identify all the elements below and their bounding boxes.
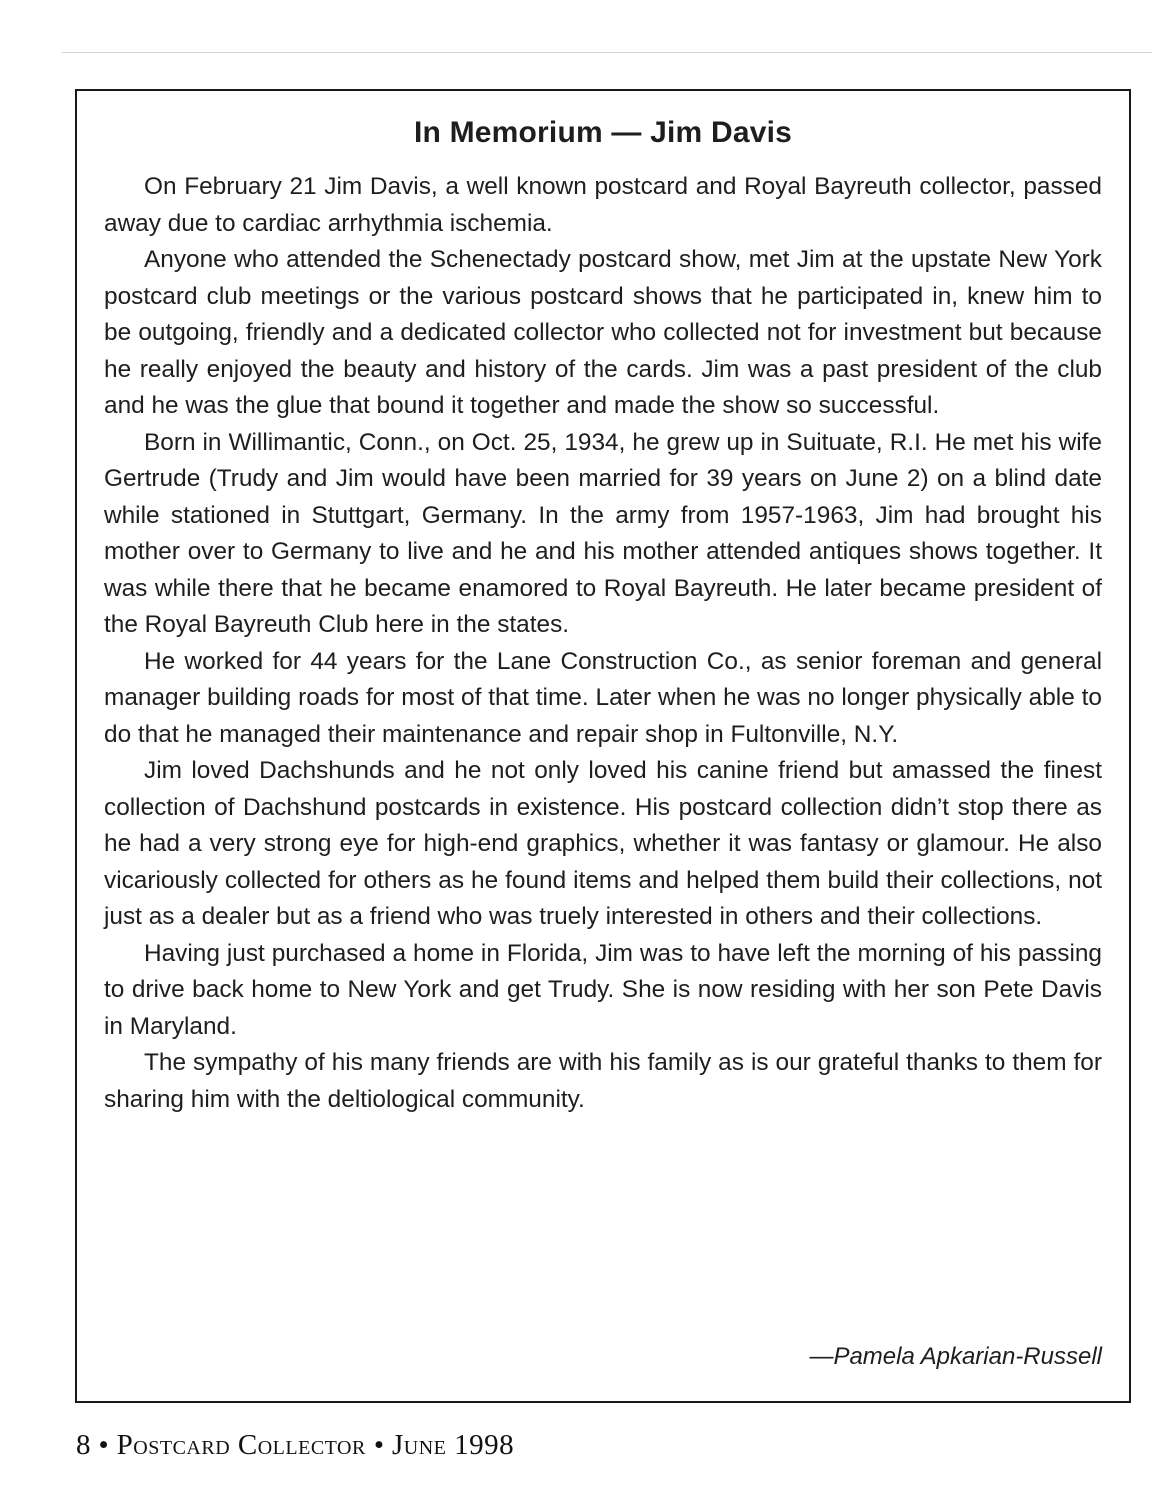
paragraph: On February 21 Jim Davis, a well known postcard and Royal Bayreuth collector, passed away due to cardiac arrhythmia ischemia.: [104, 173, 1102, 237]
article-title: In Memorium — Jim Davis: [413, 116, 793, 149]
page-number: 8: [76, 1429, 91, 1461]
paragraph: Having just purchased a home in Florida, Jim was to have left the morning of his passing to drive back home to New York and get Trudy. She is now residing with her son Pete Davis in Maryland.: [104, 939, 1102, 1040]
issue-date: June 1998: [391, 1429, 515, 1461]
paragraph: Jim loved Dachshunds and he not only loved his canine friend but amassed the finest collection of Dachshund postcards in existence. His postcard collection didn’t stop there as he had a very strong eye for high-end graphics, whether it was fantasy or glamour. He also vicariously collected for others as he found items and helped them build their collections, not just as a dealer but as a friend who was truely interested in others and their collections.: [104, 757, 1102, 930]
paragraph: He worked for 44 years for the Lane Construction Co., as senior foreman and general manager building roads for most of that time. Later when he was no longer physically able to do that he managed their maintenance and repair shop in Fultonville, N.Y.: [104, 647, 1102, 748]
paragraph: Anyone who attended the Schenectady postcard show, met Jim at the upstate New York postcard club meetings or the various postcard shows that he participated in, knew him to be outgoing, friendly and a dedicated collector who collected not for investment but because he really enjoyed the beauty and history of the cards. Jim was a past president of the club and he was the glue that bound it together and made the show so successful.: [104, 246, 1102, 419]
paragraph: Born in Willimantic, Conn., on Oct. 25, 1934, he grew up in Suituate, R.I. He met his wife Gertrude (Trudy and Jim would have been married for 39 years on June 2) on a blind date while stationed in Stuttgart, Germany. In the army from 1957-1963, Jim had brought his mother over to Germany to live and he and his mother attended antiques shows together. It was while there that he became enamored to Royal Bayreuth. He later became president of the Royal Bayreuth Club here in the states.: [104, 428, 1102, 638]
memorial-box: [75, 89, 1131, 1403]
top-rule: [62, 52, 1152, 53]
paragraph: The sympathy of his many friends are with his family as is our grateful thanks to them for sharing him with the deltiological community.: [104, 1049, 1102, 1113]
footer-bullet: •: [98, 1429, 109, 1461]
author-signature: —Pamela Apkarian-Russell: [809, 1343, 1102, 1370]
page-footer: [76, 1429, 514, 1462]
publication-name: Postcard Collector: [116, 1429, 366, 1461]
footer-bullet: •: [373, 1429, 384, 1461]
